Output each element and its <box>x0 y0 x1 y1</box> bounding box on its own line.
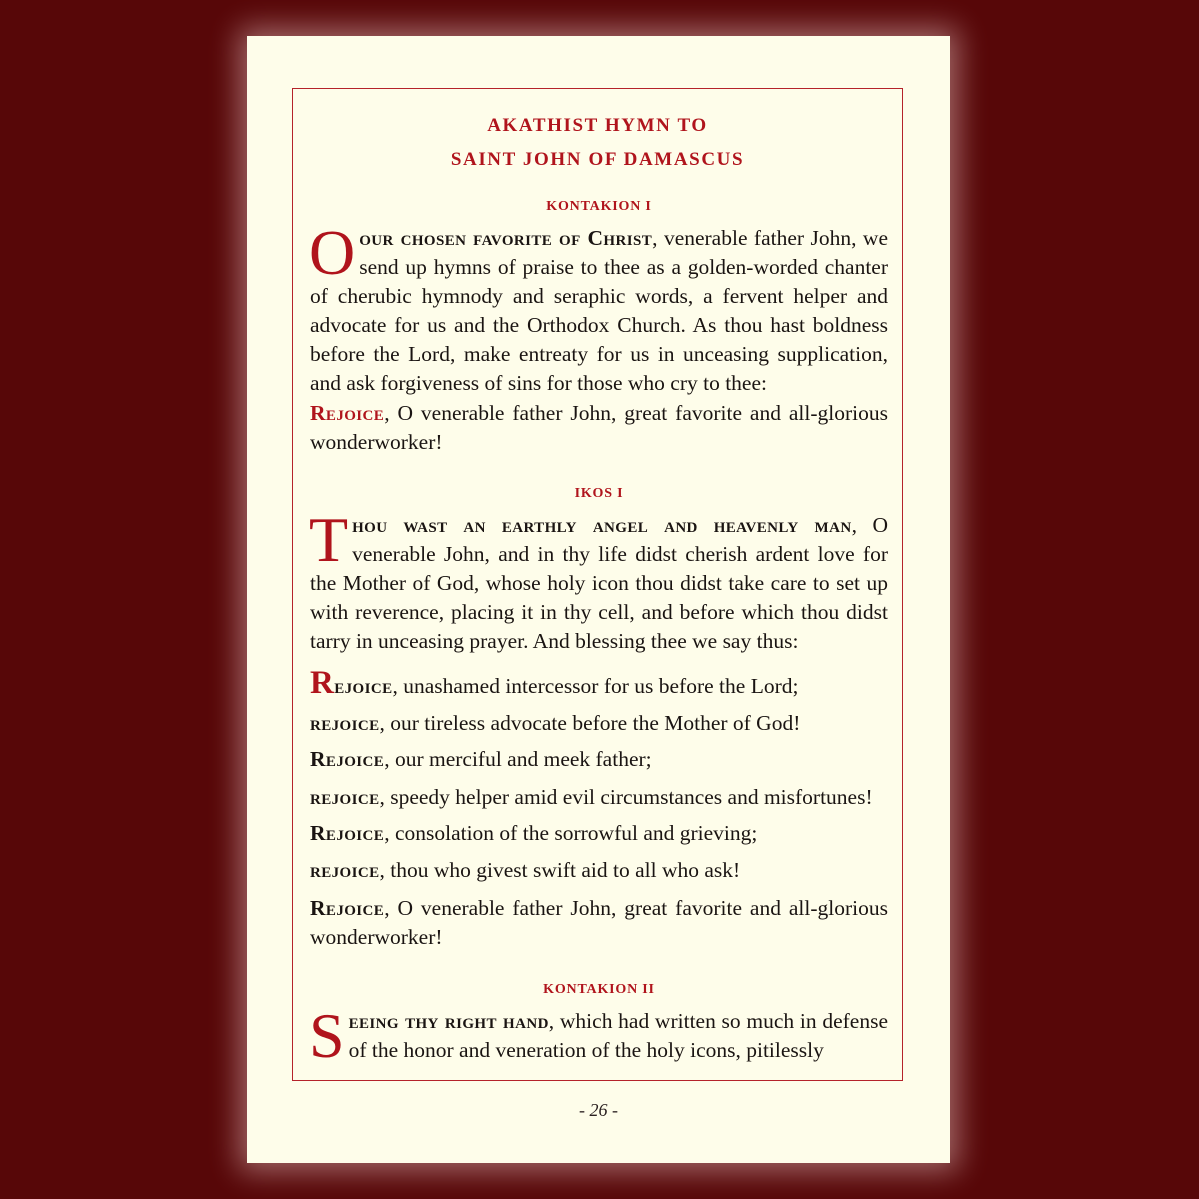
kontakion-2-paragraph <box>309 1000 888 1071</box>
refrain-text: , O venerable father John, great favorite and all-glorious wonderworker! <box>310 401 888 454</box>
rejoice-text: , O venerable father John, great favorite and all-glorious wonderworker! <box>310 896 888 949</box>
drop-cap: S <box>309 1000 345 1071</box>
drop-cap: T <box>309 504 349 575</box>
rejoice-word: Rejoice <box>310 747 385 771</box>
rejoice-line-6 <box>310 856 888 885</box>
rejoice-word: rejoice <box>310 785 380 809</box>
rejoice-text: , our tireless advocate before the Mother of God! <box>379 711 801 735</box>
rejoice-text: , unashamed intercessor for us before the Lord; <box>392 674 799 698</box>
title-line-2: SAINT JOHN OF DAMASCUS <box>450 149 745 170</box>
book-page <box>247 36 950 1163</box>
rejoice-line-5 <box>310 819 888 848</box>
hymn-title <box>293 109 902 177</box>
kontakion-1-refrain <box>310 399 888 457</box>
page-border <box>292 88 903 1081</box>
paragraph-text: , which had written so much in defense of the honor and veneration of the holy icons, pitilessly <box>348 1009 888 1062</box>
rejoice-word: ejoice <box>334 674 393 698</box>
rejoice-word: Rejoice <box>310 896 385 920</box>
refrain-word: Rejoice <box>310 401 385 425</box>
rejoice-line-1 <box>310 665 888 701</box>
paragraph-text: , venerable father John, we send up hymns of praise to thee as a golden-worded chanter of cherubic hymnody and seraphic words, a fervent helper and advocate for us and the Orthodox Church. As thou hast boldness before the Lord, make entreaty for us in unceasing supplication, and ask forgiveness of sins for those who cry to thee: <box>310 226 888 395</box>
rejoice-text: , our merciful and meek father; <box>384 747 652 771</box>
rejoice-line-3 <box>310 745 888 774</box>
drop-cap: O <box>309 217 356 288</box>
paragraph-text: , O venerable John, and in thy life didst cherish ardent love for the Mother of God, whose holy icon thou didst take care to set up with reverence, placing it in thy cell, and before which thou didst tarry in unceasing prayer. And blessing thee we say thus: <box>310 513 888 653</box>
rejoice-line-2 <box>310 709 888 738</box>
rejoice-text: , speedy helper amid evil circumstances and misfortunes! <box>379 785 873 809</box>
rejoice-initial: R <box>310 665 335 701</box>
rejoice-text: , consolation of the sorrowful and grieving; <box>384 821 758 845</box>
kontakion-2-heading: KONTAKION II <box>543 982 655 997</box>
title-line-1: AKATHIST HYMN TO <box>487 115 708 136</box>
kontakion-1-paragraph <box>309 217 888 398</box>
rejoice-text: , thou who givest swift aid to all who ask! <box>379 858 741 882</box>
ikos-1-heading: IKOS I <box>574 486 624 501</box>
rejoice-line-7 <box>310 894 888 952</box>
opening-words: hou wast an earthly angel and heavenly man <box>352 513 852 537</box>
rejoice-word: Rejoice <box>310 821 385 845</box>
kontakion-1-heading: KONTAKION I <box>546 199 652 214</box>
rejoice-line-4 <box>310 783 888 812</box>
rejoice-word: rejoice <box>310 711 380 735</box>
ikos-1-paragraph <box>309 504 888 656</box>
opening-words: eeing thy right hand <box>348 1009 549 1033</box>
opening-words: our chosen favorite of Christ <box>359 226 653 250</box>
page-number: - 26 - <box>579 1100 618 1120</box>
rejoice-word: rejoice <box>310 858 380 882</box>
